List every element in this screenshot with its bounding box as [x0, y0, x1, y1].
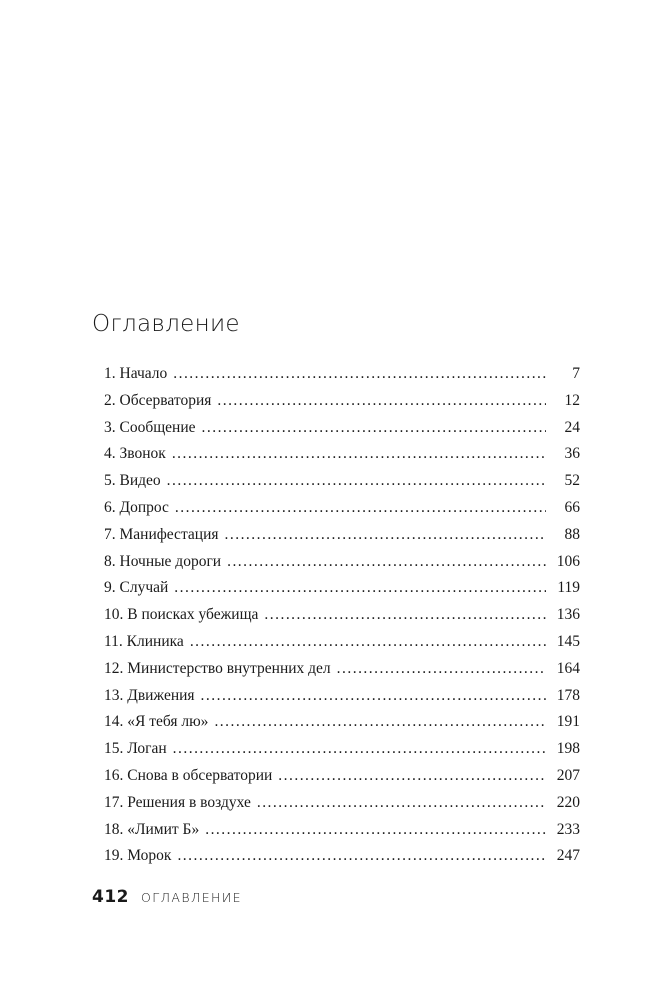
toc-entry-page: 207 [556, 766, 580, 784]
toc-entry-page: 52 [564, 472, 580, 490]
toc-entry-page: 198 [556, 740, 580, 758]
toc-list [104, 361, 580, 870]
dot-leader [214, 709, 546, 736]
toc-entry [104, 495, 580, 522]
dot-leader [202, 415, 546, 442]
toc-entry-page: 7 [572, 365, 580, 382]
toc-entry [104, 843, 580, 870]
dot-leader [225, 522, 546, 549]
toc-entry-title: 1. Начало [104, 365, 168, 382]
toc-entry [104, 415, 580, 442]
toc-entry-page: 178 [556, 686, 580, 704]
toc-entry-title: 15. Логан [104, 740, 167, 758]
running-head: ОГЛАВЛЕНИЕ [141, 890, 242, 905]
toc-entry-page: 106 [556, 552, 580, 570]
toc-entry-title: 18. «Лимит Б» [104, 820, 200, 838]
toc-entry [104, 656, 580, 683]
toc-entry [104, 817, 580, 844]
toc-entry-title: 2. Обсерватория [104, 391, 212, 409]
toc-entry [104, 736, 580, 763]
toc-entry-page: 36 [564, 445, 580, 463]
toc-entry-title: 16. Снова в обсерватории [104, 766, 273, 784]
toc-entry [104, 441, 580, 468]
dot-leader [278, 763, 546, 790]
toc-entry-title: 4. Звонок [104, 445, 166, 463]
toc-entry-page: 191 [556, 713, 580, 731]
toc-entry-page: 247 [556, 847, 580, 865]
toc-entry-title: 13. Движения [104, 686, 195, 704]
dot-leader [257, 790, 546, 817]
toc-entry [104, 468, 580, 495]
toc-entry [104, 709, 580, 736]
dot-leader [227, 549, 546, 576]
toc-entry-page: 24 [564, 418, 580, 436]
dot-leader [173, 736, 546, 763]
toc-entry [104, 629, 580, 656]
toc-entry-page: 88 [564, 525, 580, 543]
toc-entry-title: 14. «Я тебя лю» [104, 713, 209, 731]
page-footer [92, 887, 242, 907]
toc-entry [104, 790, 580, 817]
dot-leader [167, 468, 546, 495]
toc-entry [104, 361, 580, 388]
dot-leader [190, 629, 546, 656]
toc-entry-title: 6. Допрос [104, 498, 169, 516]
toc-entry [104, 683, 580, 710]
dot-leader [217, 388, 546, 415]
toc-entry-title: 10. В поисках убежища [104, 606, 259, 624]
toc-entry-title: 8. Ночные дороги [104, 552, 222, 570]
dot-leader [201, 683, 546, 710]
dot-leader [177, 843, 546, 870]
toc-entry-page: 12 [564, 391, 580, 409]
dot-leader [337, 656, 546, 683]
toc-entry-page: 66 [564, 498, 580, 516]
toc-entry-page: 136 [556, 606, 580, 624]
toc-entry [104, 549, 580, 576]
dot-leader [173, 361, 546, 388]
dot-leader [264, 602, 546, 629]
toc-entry-title: 3. Сообщение [104, 418, 196, 436]
toc-entry [104, 575, 580, 602]
toc-entry-page: 145 [556, 632, 580, 650]
toc-entry-page: 233 [556, 820, 580, 838]
toc-entry [104, 763, 580, 790]
toc-entry-title: 12. Министерство внутренних дел [104, 659, 331, 677]
dot-leader [174, 575, 546, 602]
toc-entry-title: 11. Клиника [104, 632, 184, 650]
toc-entry [104, 602, 580, 629]
toc-entry-title: 19. Морок [104, 847, 172, 865]
toc-entry-title: 17. Решения в воздухе [104, 793, 251, 811]
toc-entry-title: 5. Видео [104, 472, 161, 490]
toc-entry-title: 7. Манифестация [104, 525, 219, 543]
toc-heading: Оглавление [92, 311, 240, 337]
toc-entry-page: 119 [557, 579, 580, 597]
toc-entry [104, 388, 580, 415]
dot-leader [172, 441, 546, 468]
toc-entry-title: 9. Случай [104, 579, 169, 597]
dot-leader [205, 817, 546, 844]
dot-leader [175, 495, 546, 522]
page-number: 412 [92, 887, 129, 907]
toc-entry [104, 522, 580, 549]
toc-entry-page: 164 [556, 659, 580, 677]
toc-entry-page: 220 [556, 793, 580, 811]
